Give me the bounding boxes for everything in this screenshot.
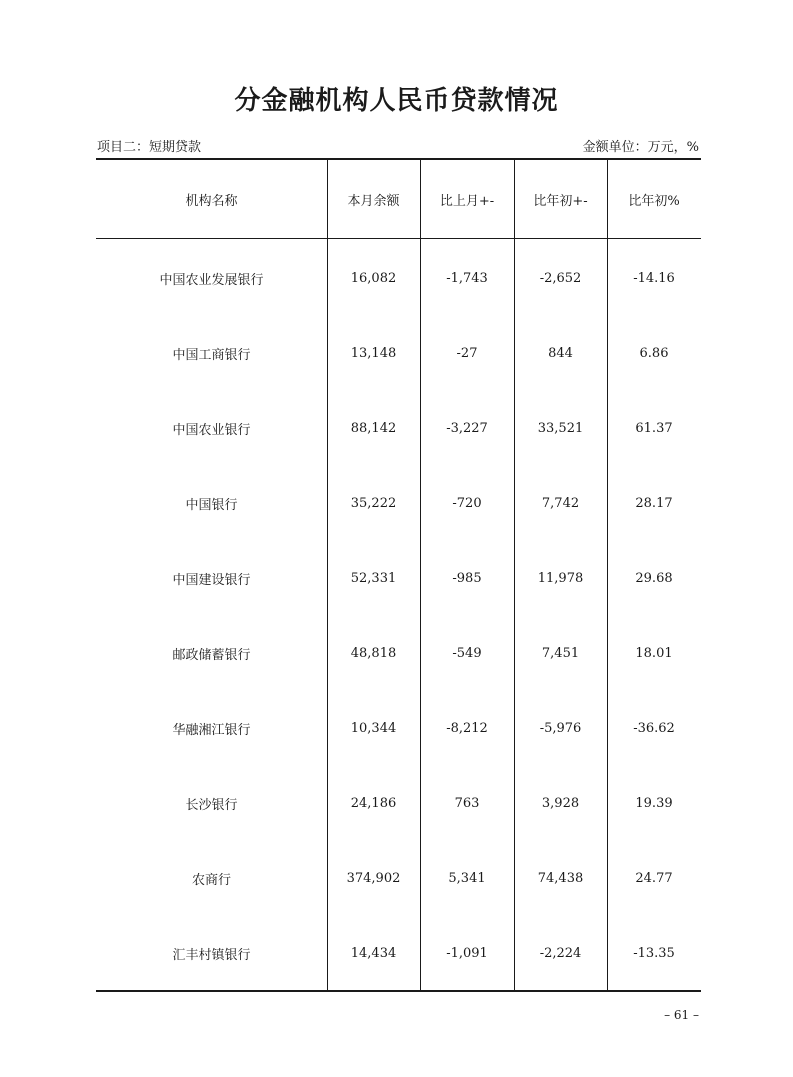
column-header: 机构名称: [185, 193, 238, 209]
table-cell: -3,227: [446, 420, 488, 436]
table-cell: -2,224: [539, 945, 582, 961]
institution-name-cell: 中国农业发展银行: [159, 272, 264, 288]
table-cell: 374,902: [346, 870, 401, 886]
table-cell: 61.37: [635, 420, 673, 436]
table-cell: -985: [452, 570, 482, 586]
table-cell: 48,818: [350, 645, 397, 661]
column-header: 比年初+-: [533, 193, 588, 209]
institution-name-cell: 邮政储蓄银行: [172, 647, 251, 663]
table-cell: 19.39: [635, 795, 673, 811]
table-header-rule: [96, 238, 701, 239]
institution-name-cell: 中国工商银行: [172, 347, 251, 363]
table-cell: -720: [452, 495, 482, 511]
table-cell: 28.17: [635, 495, 673, 511]
page-number: – 61 –: [664, 1008, 699, 1022]
table-cell: 16,082: [350, 270, 397, 286]
table-cell: 7,451: [541, 645, 580, 661]
column-header: 比上月+-: [439, 193, 495, 209]
table-cell: 6.86: [639, 345, 669, 361]
item-label: 项目二：短期贷款: [97, 140, 202, 155]
table-cell: 10,344: [350, 720, 397, 736]
table-cell: 35,222: [350, 495, 397, 511]
institution-name-cell: 汇丰村镇银行: [172, 947, 251, 963]
institution-name-cell: 中国农业银行: [172, 422, 251, 438]
table-cell: 14,434: [350, 945, 397, 961]
table-cell: 11,978: [537, 570, 584, 586]
table-cell: -8,212: [446, 720, 488, 736]
table-bottom-rule: [96, 990, 701, 992]
table-cell: -27: [456, 345, 478, 361]
table-cell: -549: [452, 645, 482, 661]
table-cell: -13.35: [633, 945, 675, 961]
table-cell: -14.16: [633, 270, 675, 286]
table-cell: 13,148: [350, 345, 397, 361]
institution-name-cell: 华融湘江银行: [172, 722, 251, 738]
institution-name-cell: 中国银行: [185, 497, 238, 513]
unit-label: 金额单位：万元，%: [582, 140, 699, 155]
institution-name-cell: 农商行: [191, 872, 231, 888]
institution-name-cell: 中国建设银行: [172, 572, 251, 588]
table-cell: 24,186: [350, 795, 397, 811]
table-cell: 844: [548, 345, 573, 361]
table-cell: -36.62: [633, 720, 675, 736]
column-header: 比年初%: [628, 193, 680, 209]
table-cell: 763: [454, 795, 480, 811]
table-cell: 7,742: [541, 495, 580, 511]
table-cell: 52,331: [350, 570, 397, 586]
table-cell: 88,142: [350, 420, 397, 436]
table-cell: -1,091: [446, 945, 488, 961]
table-cell: 33,521: [537, 420, 584, 436]
column-header: 本月余额: [347, 193, 400, 209]
table-cell: 74,438: [537, 870, 584, 886]
table-cell: 3,928: [541, 795, 580, 811]
table-cell: -5,976: [539, 720, 582, 736]
table-cell: 18.01: [635, 645, 673, 661]
table-cell: 5,341: [448, 870, 486, 886]
institution-name-cell: 长沙银行: [185, 797, 238, 813]
table-cell: 29.68: [635, 570, 673, 586]
table-cell: -1,743: [446, 270, 488, 286]
table-cell: -2,652: [539, 270, 582, 286]
table-cell: 24.77: [635, 870, 673, 886]
page-title: 分金融机构人民币贷款情况: [234, 86, 559, 116]
